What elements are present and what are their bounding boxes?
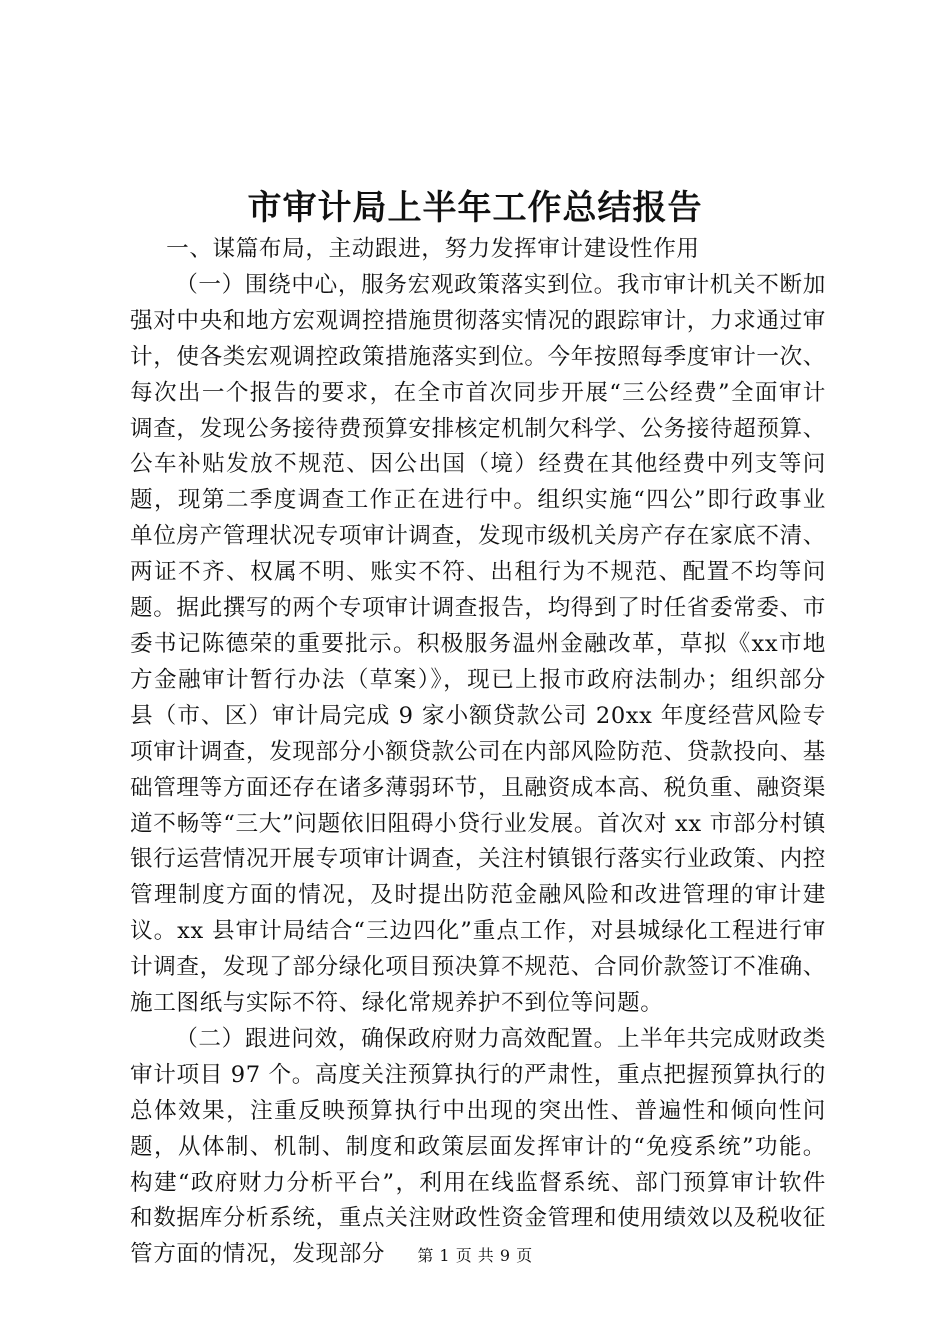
- page-footer: 第 1 页 共 9 页: [417, 1246, 533, 1265]
- document-body: [130, 232, 826, 1273]
- document-title: 市审计局上半年工作总结报告: [247, 188, 703, 228]
- paragraph-1: （一）围绕中心，服务宏观政策落实到位。我市审计机关不断加强对中央和地方宏观调控措施贯彻落实情况的跟踪审计，力求通过审计，使各类宏观调控政策措施落实到位。今年按照每季度审计一次、每次出一个报告的要求，在全市首次同步开展“三公经费”全面审计调查，发现公务接待费预算安排核定机制欠科学、公务接待超预算、公车补贴发放不规范、因公出国（境）经费在其他经费中列支等问题，现第二季度调查工作正在进行中。组织实施“四公”即行政事业单位房产管理状况专项审计调查，发现市级机关房产存在家底不清、两证不齐、权属不明、账实不符、出租行为不规范、配置不均等问题。据此撰写的两个专项审计调查报告，均得到了时任省委常委、市委书记陈德荣的重要批示。积极服务温州金融改革，草拟《xx市地方金融审计暂行办法（草案）》，现已上报市政府法制办；组织部分县（市、区）审计局完成 9 家小额贷款公司 20xx 年度经营风险专项审计调查，发现部分小额贷款公司在内部风险防范、贷款投向、基础管理等方面还存在诸多薄弱环节，且融资成本高、税负重、融资渠道不畅等“三大”问题依旧阻碍小贷行业发展。首次对 xx 市部分村镇银行运营情况开展专项审计调查，关注村镇银行落实行业政策、内控管理制度方面的情况，及时提出防范金融风险和改进管理的审计建议。xx 县审计局结合“三边四化”重点工作，对县城绿化工程进行审计调查，发现了部分绿化项目预决算不规范、合同价款签订不准确、施工图纸与实际不符、绿化常规养护不到位等问题。: [130, 271, 826, 1017]
- paragraph-2: （二）跟进问效，确保政府财力高效配置。上半年共完成财政类审计项目 97 个。高度关注预算执行的严肃性，重点把握预算执行的总体效果，注重反映预算执行中出现的突出性、普遍性和倾向性问题，从体制、机制、制度和政策层面发挥审计的“免疫系统”功能。构建“政府财力分析平台”，利用在线监督系统、部门预算审计软件和数据库分析系统，重点关注财政性资金管理和使用绩效以及税收征管方面的情况，发现部分: [130, 1025, 826, 1268]
- section-heading: 一、谋篇布局，主动跟进，努力发挥审计建设性作用: [166, 236, 700, 262]
